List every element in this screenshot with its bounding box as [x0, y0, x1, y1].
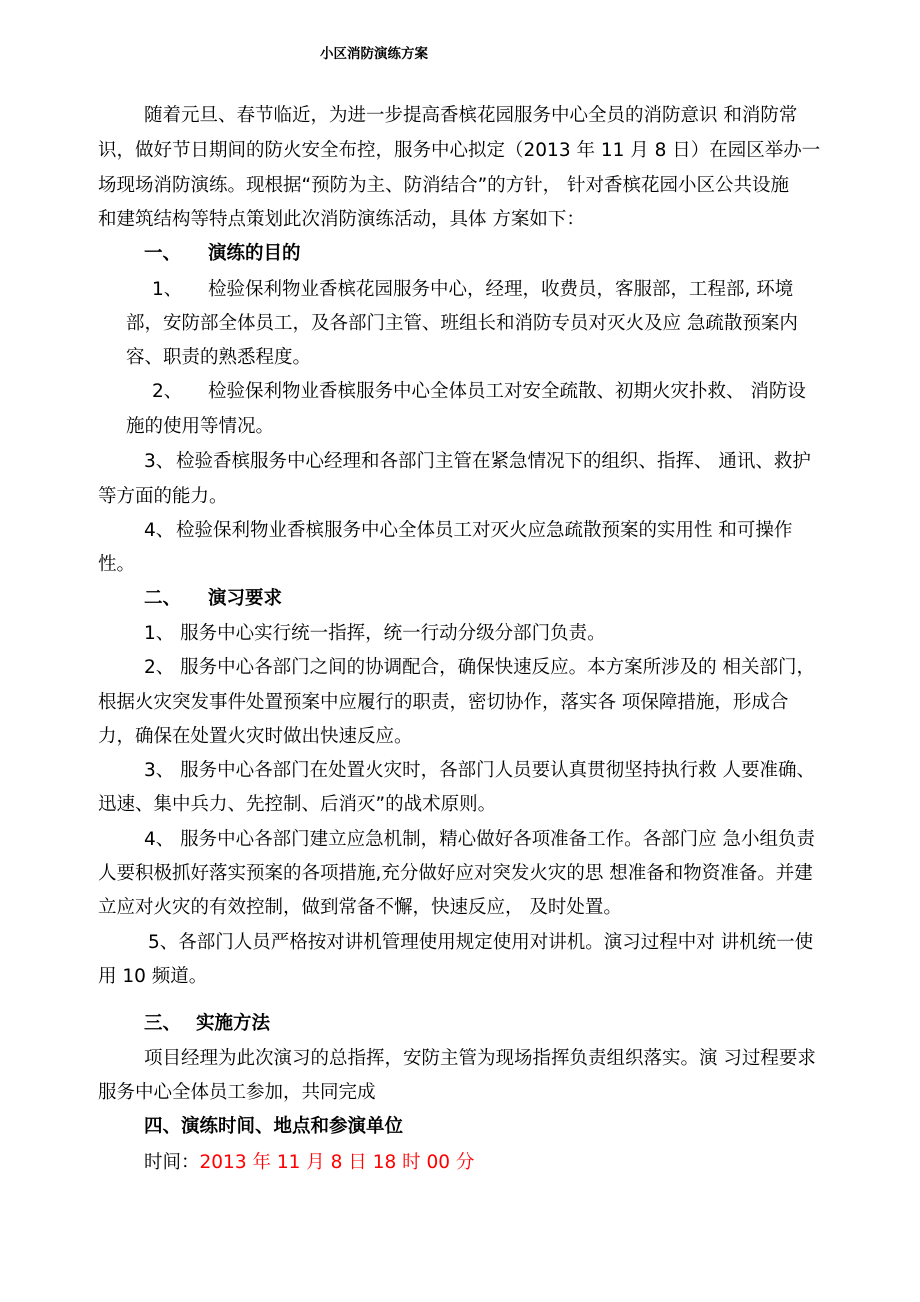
time-label: 时间： [144, 1152, 200, 1173]
section1-title: 演练的目的 [208, 243, 301, 264]
intro-line-4: 和建筑结构等特点策划此次消防演练活动，具体 方案如下： [98, 209, 585, 230]
section3-title: 实施方法 [196, 1013, 271, 1034]
s1-item3-line-2: 等方面的能力。 [98, 486, 228, 507]
section1-number: 一、 [144, 243, 182, 264]
s2-item3-line-2: 迅速、集中兵力、先控制、后消灭”的战术原则。 [98, 794, 497, 815]
s1-item2-line-1: 检验保利物业香槟服务中心全体员工对安全疏散、初期火灾扑救、 消防设 [208, 381, 806, 402]
s3-line-2: 服务中心全体员工参加，共同完成 [98, 1082, 376, 1103]
s2-item1-line-1: 1、 服务中心实行统一指挥，统一行动分级分部门负责。 [144, 623, 606, 644]
s2-item4-line-1: 4、 服务中心各部门建立应急机制，精心做好各项准备工作。各部门应 急小组负责 [144, 829, 816, 850]
s1-item2-number: 2、 [152, 381, 183, 402]
section4-title: 四、演练时间、地点和参演单位 [144, 1116, 404, 1137]
s1-item4-line-2: 性。 [98, 554, 136, 575]
s2-item4-line-3: 立应对火灾的有效控制，做到常备不懈，快速反应， 及时处置。 [98, 897, 622, 918]
s2-item3-line-1: 3、 服务中心各部门在处置火灾时，各部门人员要认真贯彻坚持执行救 人要准确、 [144, 760, 816, 781]
time-row [144, 1150, 474, 1176]
intro-line-2: 识，做好节日期间的防火安全布控，服务中心拟定（2013 年 11 月 8 日）在园区举办一 [98, 140, 821, 161]
s3-line-1: 项目经理为此次演习的总指挥，安防主管为现场指挥负责组织落实。演 习过程要求 [144, 1048, 816, 1069]
s1-item1-number: 1、 [152, 279, 183, 300]
intro-line-3: 场现场消防演练。现根据“预防为主、防消结合”的方针， 针对香槟花园小区公共设施 [98, 175, 790, 196]
s1-item1-line-2: 部，安防部全体员工，及各部门主管、班组长和消防专员对灭火及应 急疏散预案内 [126, 313, 798, 334]
intro-line-1: 随着元旦、春节临近，为进一步提高香槟花园服务中心全员的消防意识 和消防常 [144, 105, 798, 126]
s2-item2-line-1: 2、 服务中心各部门之间的协调配合，确保快速反应。本方案所涉及的 相关部门， [144, 657, 816, 678]
s1-item1-line-1: 检验保利物业香槟花园服务中心，经理，收费员，客服部，工程部, 环境 [208, 279, 794, 300]
s2-item2-line-3: 力，确保在处置火灾时做出快速反应。 [98, 726, 413, 747]
s2-item4-line-2: 人要积极抓好落实预案的各项措施,充分做好应对突发火灾的思 想准备和物资准备。并建 [98, 863, 813, 884]
time-value: 2013 年 11 月 8 日 18 时 00 分 [199, 1152, 475, 1173]
s1-item4-line-1: 检验保利物业香槟服务中心全体员工对灭火应急疏散预案的实用性 和可操作 [176, 520, 793, 541]
s1-item3-line-1: 检验香槟服务中心经理和各部门主管在紧急情况下的组织、指挥、 通讯、救护 [176, 451, 811, 472]
s1-item1-line-3: 容、职责的熟悉程度。 [126, 347, 312, 368]
s2-item2-line-2: 根据火灾突发事件处置预案中应履行的职责，密切协作，落实各 项保障措施，形成合 [98, 692, 789, 713]
s1-item2-line-2: 施的使用等情况。 [126, 416, 275, 437]
s1-item4-number: 4、 [144, 520, 175, 541]
section3-number: 三、 [144, 1013, 182, 1034]
s2-item5-line-1: 5、各部门人员严格按对讲机管理使用规定使用对讲机。演习过程中对 讲机统一使 [148, 932, 814, 953]
s1-item3-number: 3、 [144, 451, 175, 472]
s2-item5-line-2: 用 10 频道。 [98, 966, 208, 987]
document-title: 小区消防演练方案 [320, 46, 428, 62]
section2-number: 二、 [144, 588, 182, 609]
section2-title: 演习要求 [208, 588, 283, 609]
